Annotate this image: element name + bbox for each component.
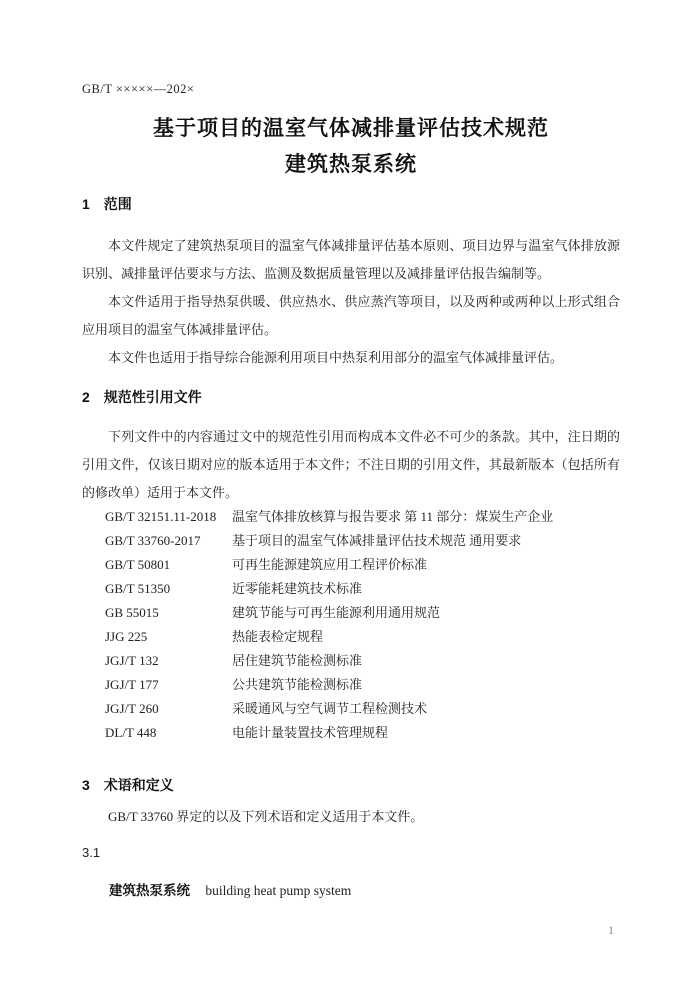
reference-row: [105, 625, 620, 649]
reference-row: [105, 529, 620, 553]
section-1-title: 范围: [103, 196, 132, 212]
reference-code: JJG 225: [105, 629, 148, 644]
reference-row: [105, 697, 620, 721]
reference-code: JGJ/T 132: [105, 653, 159, 668]
reference-title: 电能计量装置技术管理规程: [232, 725, 389, 740]
reference-title: 温室气体排放核算与报告要求 第 11 部分：煤炭生产企业: [232, 509, 554, 524]
section-3-title: 术语和定义: [103, 777, 174, 793]
section-3-number: 3: [82, 777, 90, 793]
page-number: 1: [608, 923, 614, 937]
term-definition-line: [109, 880, 620, 902]
reference-title: 建筑节能与可再生能源利用通用规范: [232, 605, 441, 620]
section-2-number: 2: [82, 389, 90, 405]
reference-row: [105, 721, 620, 745]
document-subtitle: 建筑热泵系统: [285, 153, 417, 176]
reference-title: 采暖通风与空气调节工程检测技术: [232, 701, 428, 716]
section-1-number: 1: [82, 196, 90, 212]
standard-number: GB/T ×××××—202×: [82, 82, 195, 96]
scope-paragraph-3: 本文件也适用于指导综合能源利用项目中热泵利用部分的温室气体减排量评估。: [108, 350, 564, 365]
normative-refs-intro: 下列文件中的内容通过文中的规范性引用而构成本文件必不可少的条款。其中，注日期的引用文件，仅该日期对应的版本适用于本文件；不注日期的引用文件，其最新版本（包括所有的修改单）适用于本文件。: [82, 429, 620, 500]
reference-title: 基于项目的温室气体减排量评估技术规范 通用要求: [232, 533, 522, 548]
section-3-heading: [82, 776, 620, 794]
term-name-english: building heat pump system: [205, 883, 352, 898]
term-item-number: 3.1: [82, 845, 101, 860]
reference-code: DL/T 448: [105, 725, 157, 740]
reference-list: [105, 505, 620, 745]
reference-title: 居住建筑节能检测标准: [232, 653, 363, 668]
reference-title: 可再生能源建筑应用工程评价标准: [232, 557, 428, 572]
section-1-heading: [82, 195, 620, 213]
section-2-title: 规范性引用文件: [103, 389, 202, 405]
reference-code: GB/T 51350: [105, 581, 171, 596]
scope-paragraph-1: 本文件规定了建筑热泵项目的温室气体减排量评估基本原则、项目边界与温室气体排放源识别、减排量评估要求与方法、监测及数据质量管理以及减排量评估报告编制等。: [82, 238, 620, 281]
scope-paragraph-2: 本文件适用于指导热泵供暖、供应热水、供应蒸汽等项目，以及两种或两种以上形式组合应用项目的温室气体减排量评估。: [82, 294, 620, 337]
reference-row: [105, 505, 620, 529]
reference-code: GB/T 33760-2017: [105, 533, 201, 548]
reference-row: [105, 553, 620, 577]
reference-title: 热能表检定规程: [232, 629, 324, 644]
reference-code: GB 55015: [105, 605, 159, 620]
reference-title: 近零能耗建筑技术标准: [232, 581, 363, 596]
document-title: 基于项目的温室气体减排量评估技术规范: [153, 117, 549, 140]
reference-row: [105, 601, 620, 625]
reference-row: [105, 649, 620, 673]
terms-intro: GB/T 33760 界定的以及下列术语和定义适用于本文件。: [108, 809, 424, 824]
reference-row: [105, 673, 620, 697]
reference-code: GB/T 50801: [105, 557, 171, 572]
reference-code: JGJ/T 177: [105, 677, 159, 692]
reference-code: GB/T 32151.11-2018: [105, 509, 217, 524]
reference-title: 公共建筑节能检测标准: [232, 677, 363, 692]
reference-row: [105, 577, 620, 601]
reference-code: JGJ/T 260: [105, 701, 159, 716]
term-name-chinese: 建筑热泵系统: [109, 883, 190, 898]
section-2-heading: [82, 388, 620, 406]
